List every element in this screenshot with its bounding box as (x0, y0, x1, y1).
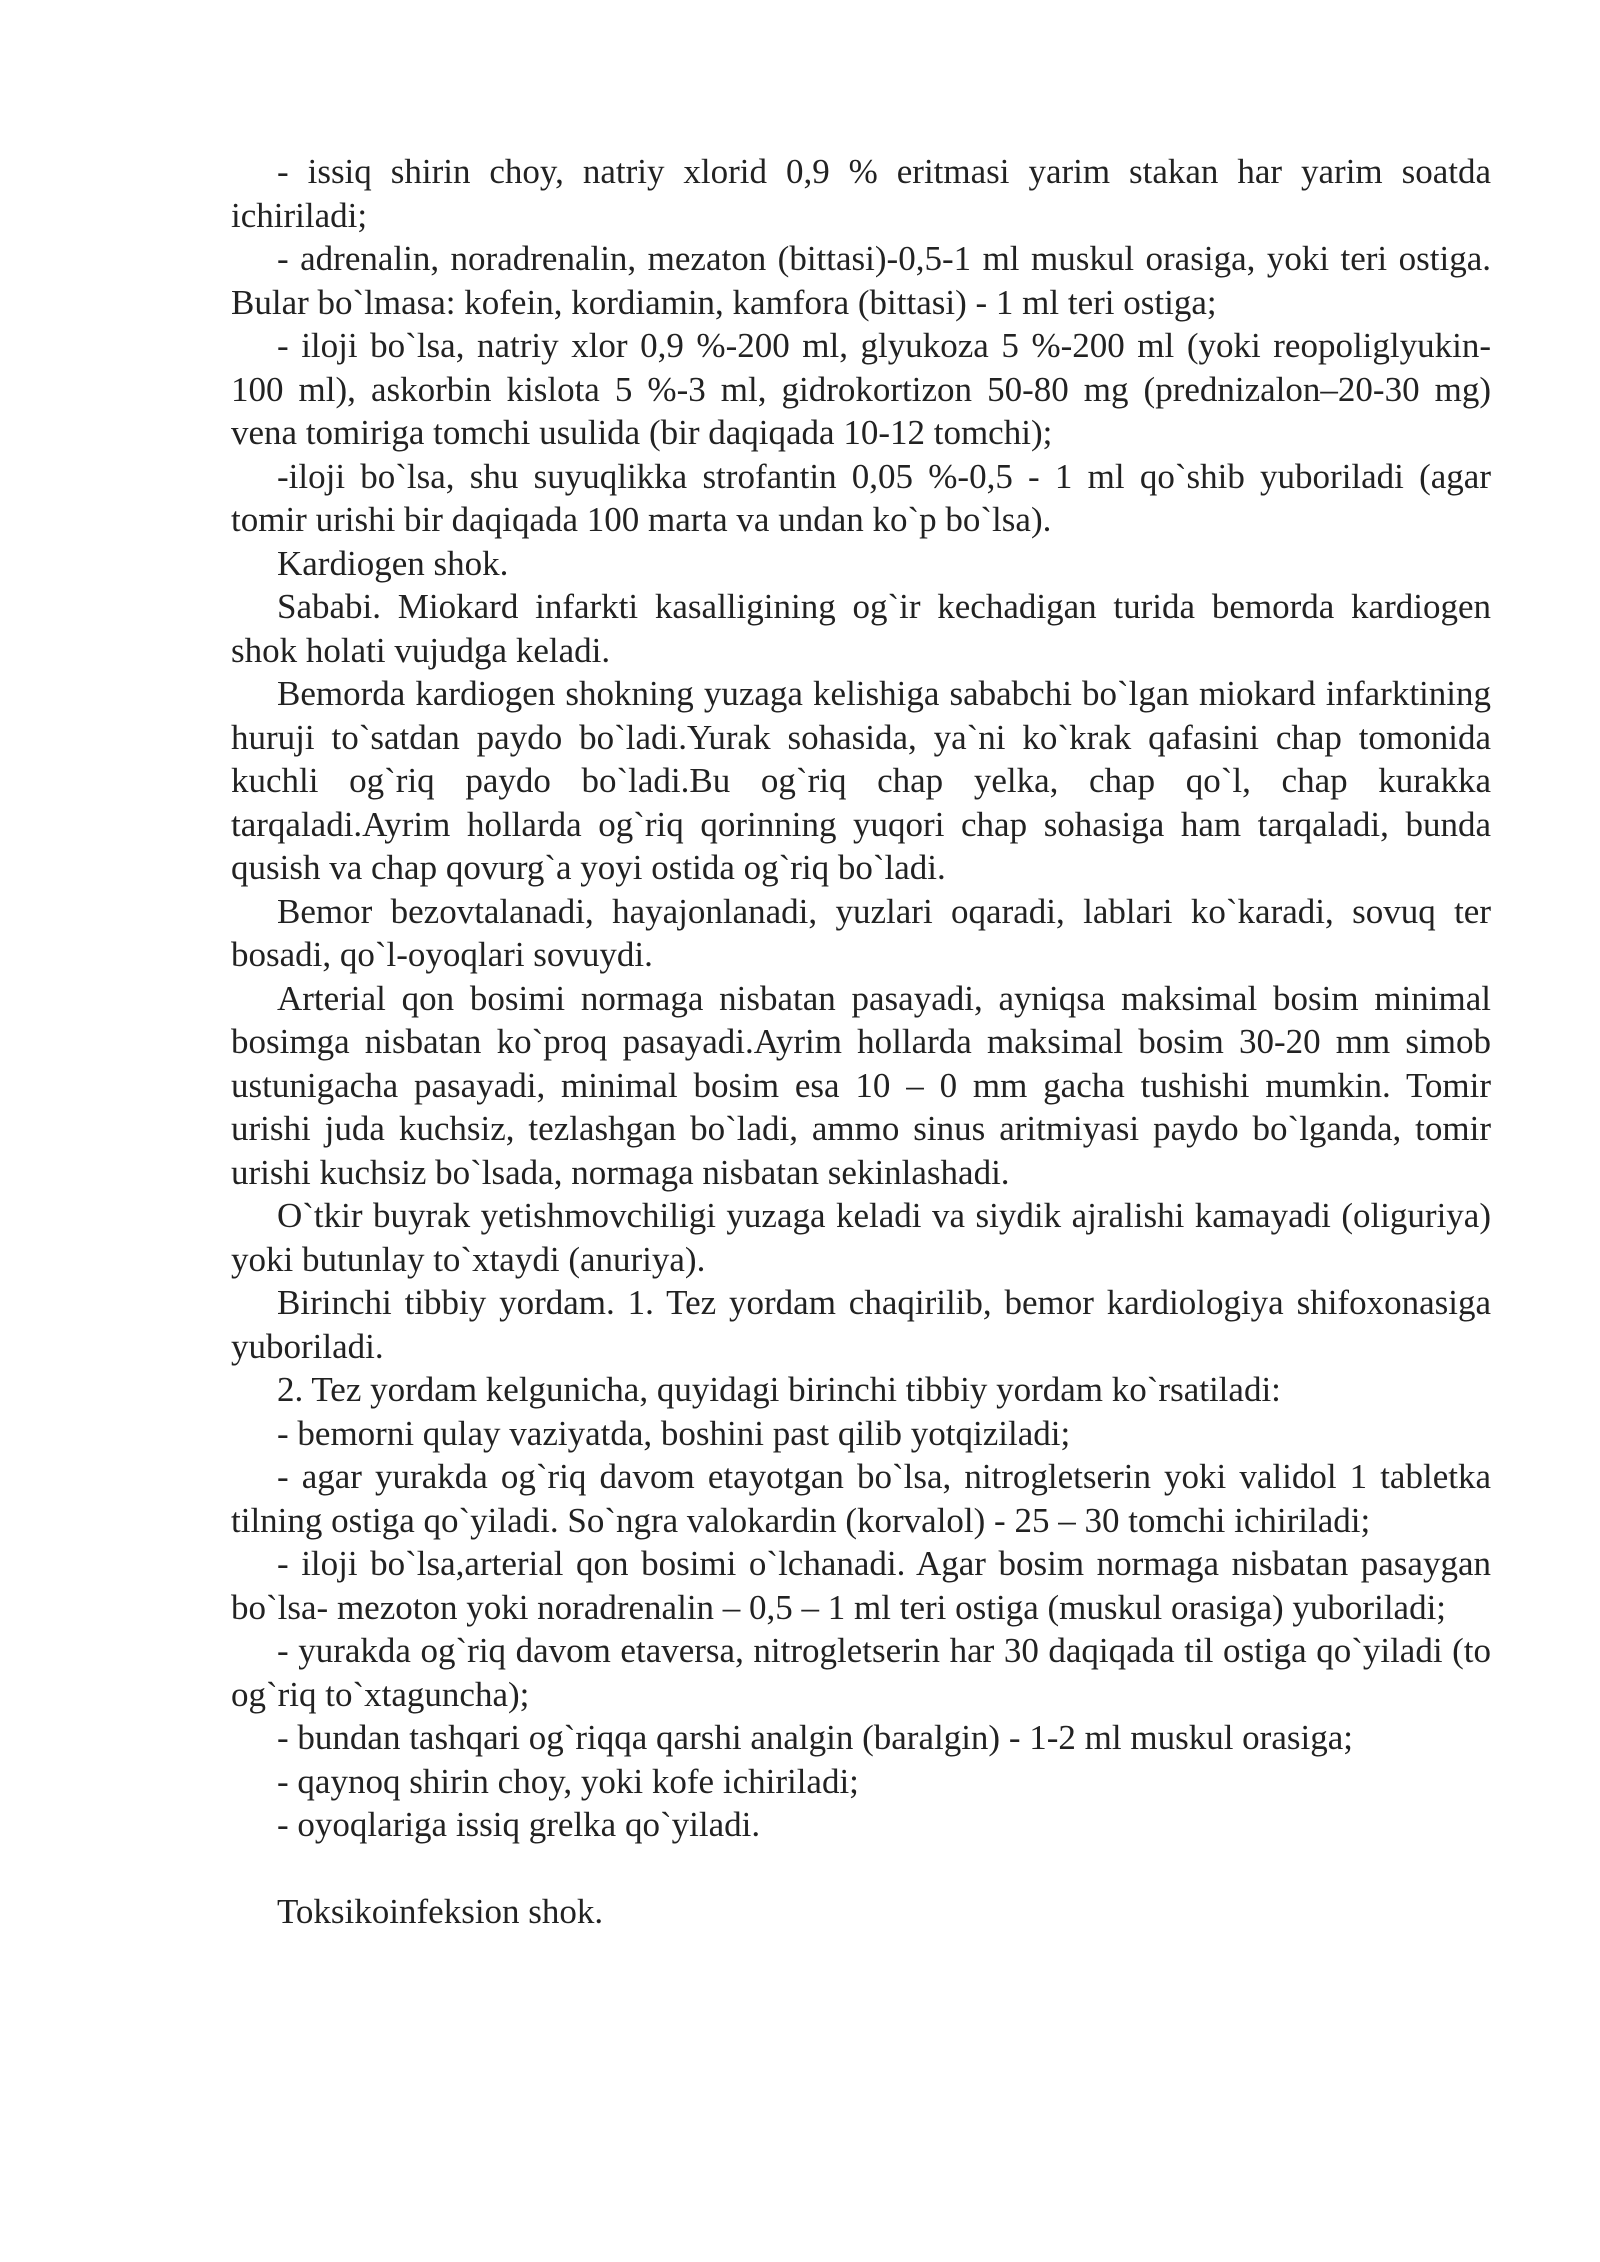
paragraph-renal-failure: O`tkir buyrak yetishmovchiligi yuzaga keladi va siydik ajralishi kamayadi (oliguriya) yoki butunlay to`xtaydi (anuriya). (231, 1196, 1491, 1279)
list-item-nitroglycerin: - agar yurakda og`riq davom etayotgan bo`lsa, nitrogletserin yoki validol 1 tabletka tilning ostiga qo`yiladi. So`ngra valokardin (korvalol) - 25 – 30 tomchi ichiriladi; (231, 1457, 1491, 1540)
paragraph-infusion: - iloji bo`lsa, natriy xlor 0,9 %-200 ml, glyukoza 5 %-200 ml (yoki reopoliglyukin-100 ml), askorbin kislota 5 %-3 ml, gidrokortizon 50-80 mg (prednizalon–20-30 mg) vena tomiriga tomchi usulida (bir daqiqada 10-12 tomchi); (231, 326, 1491, 452)
paragraph-tea-saline: - issiq shirin choy, natriy xlorid 0,9 % eritmasi yarim stakan har yarim soatda ichiriladi; (231, 152, 1491, 235)
paragraph-infarction-onset: Bemorda kardiogen shokning yuzaga kelishiga sababchi bo`lgan miokard infarktining huruji to`satdan paydo bo`ladi.Yurak sohasida, ya`ni ko`krak qafasini chap tomonida kuchli og`riq paydo bo`ladi.Bu og`riq chap yelka, chap qo`l, chap kurakka tarqaladi.Ayrim hollarda og`riq qorinning yuqori chap sohasiga ham tarqaladi, bunda qusish va chap qovurg`a yoyi ostida og`riq bo`ladi. (231, 674, 1491, 887)
list-item-heating-pad: - oyoqlariga issiq grelka qo`yiladi. (277, 1805, 761, 1844)
paragraph-adrenalin: - adrenalin, noradrenalin, mezaton (bittasi)-0,5-1 ml muskul orasiga, yoki teri ostiga. Bular bo`lmasa: kofein, kordiamin, kamfora (bittasi) - 1 ml teri ostiga; (231, 239, 1491, 322)
paragraph-strofantin: -iloji bo`lsa, shu suyuqlikka strofantin 0,05 %-0,5 - 1 ml qo`shib yuboriladi (agar tomir urishi bir daqiqada 100 marta va undan ko`p bo`lsa). (231, 456, 1491, 539)
paragraph-blood-pressure: Arterial qon bosimi normaga nisbatan pasayadi, ayniqsa maksimal bosim minimal bosimga nisbatan ko`proq pasayadi.Ayrim hollarda maksimal bosim 30-20 mm simob ustunigacha pasayadi, minimal bosim esa 10 – 0 mm gacha tushishi mumkin. Tomir urishi juda kuchsiz, tezlashgan bo`ladi, ammo sinus aritmiyasi paydo bo`lganda, tomir urishi kuchsiz bo`lsada, normaga nisbatan sekinlashadi. (231, 978, 1491, 1192)
list-item-hot-tea: - qaynoq shirin choy, yoki kofe ichiriladi; (277, 1761, 859, 1801)
paragraph-until-ambulance: 2. Tez yordam kelgunicha, quyidagi birinchi tibbiy yordam ko`rsatiladi: (277, 1370, 1281, 1409)
paragraph-cause: Sababi. Miokard infarkti kasalligining og`ir kechadigan turida bemorda kardiogen shok holati vujudga keladi. (231, 587, 1491, 670)
section-heading-cardiogenic-shock: Kardiogen shok. (277, 543, 509, 583)
blank-line (231, 1847, 1491, 1891)
section-heading-toxicoinfectious-shock: Toksikoinfeksion shok. (277, 1892, 604, 1931)
list-item-analgin: - bundan tashqari og`riqqa qarshi analgin (baralgin) - 1-2 ml muskul orasiga; (277, 1718, 1353, 1757)
list-item-positioning: - bemorni qulay vaziyatda, boshini past qilib yotqiziladi; (277, 1413, 1071, 1453)
list-item-repeat-nitroglycerin: - yurakda og`riq davom etaversa, nitrogletserin har 30 daqiqada til ostiga qo`yiladi (to og`riq to`xtaguncha); (231, 1631, 1491, 1714)
list-item-blood-pressure-check: - iloji bo`lsa,arterial qon bosimi o`lchanadi. Agar bosim normaga nisbatan pasaygan bo`lsa- mezoton yoki noradrenalin – 0,5 – 1 ml teri ostiga (muskul orasiga) yuboriladi; (231, 1544, 1491, 1627)
paragraph-first-aid: Birinchi tibbiy yordam. 1. Tez yordam chaqirilib, bemor kardiologiya shifoxonasiga yuboriladi. (231, 1283, 1491, 1366)
document-page (231, 150, 1491, 1934)
paragraph-patient-symptoms: Bemor bezovtalanadi, hayajonlanadi, yuzlari oqaradi, lablari ko`karadi, sovuq ter bosadi, qo`l-oyoqlari sovuydi. (231, 891, 1491, 974)
